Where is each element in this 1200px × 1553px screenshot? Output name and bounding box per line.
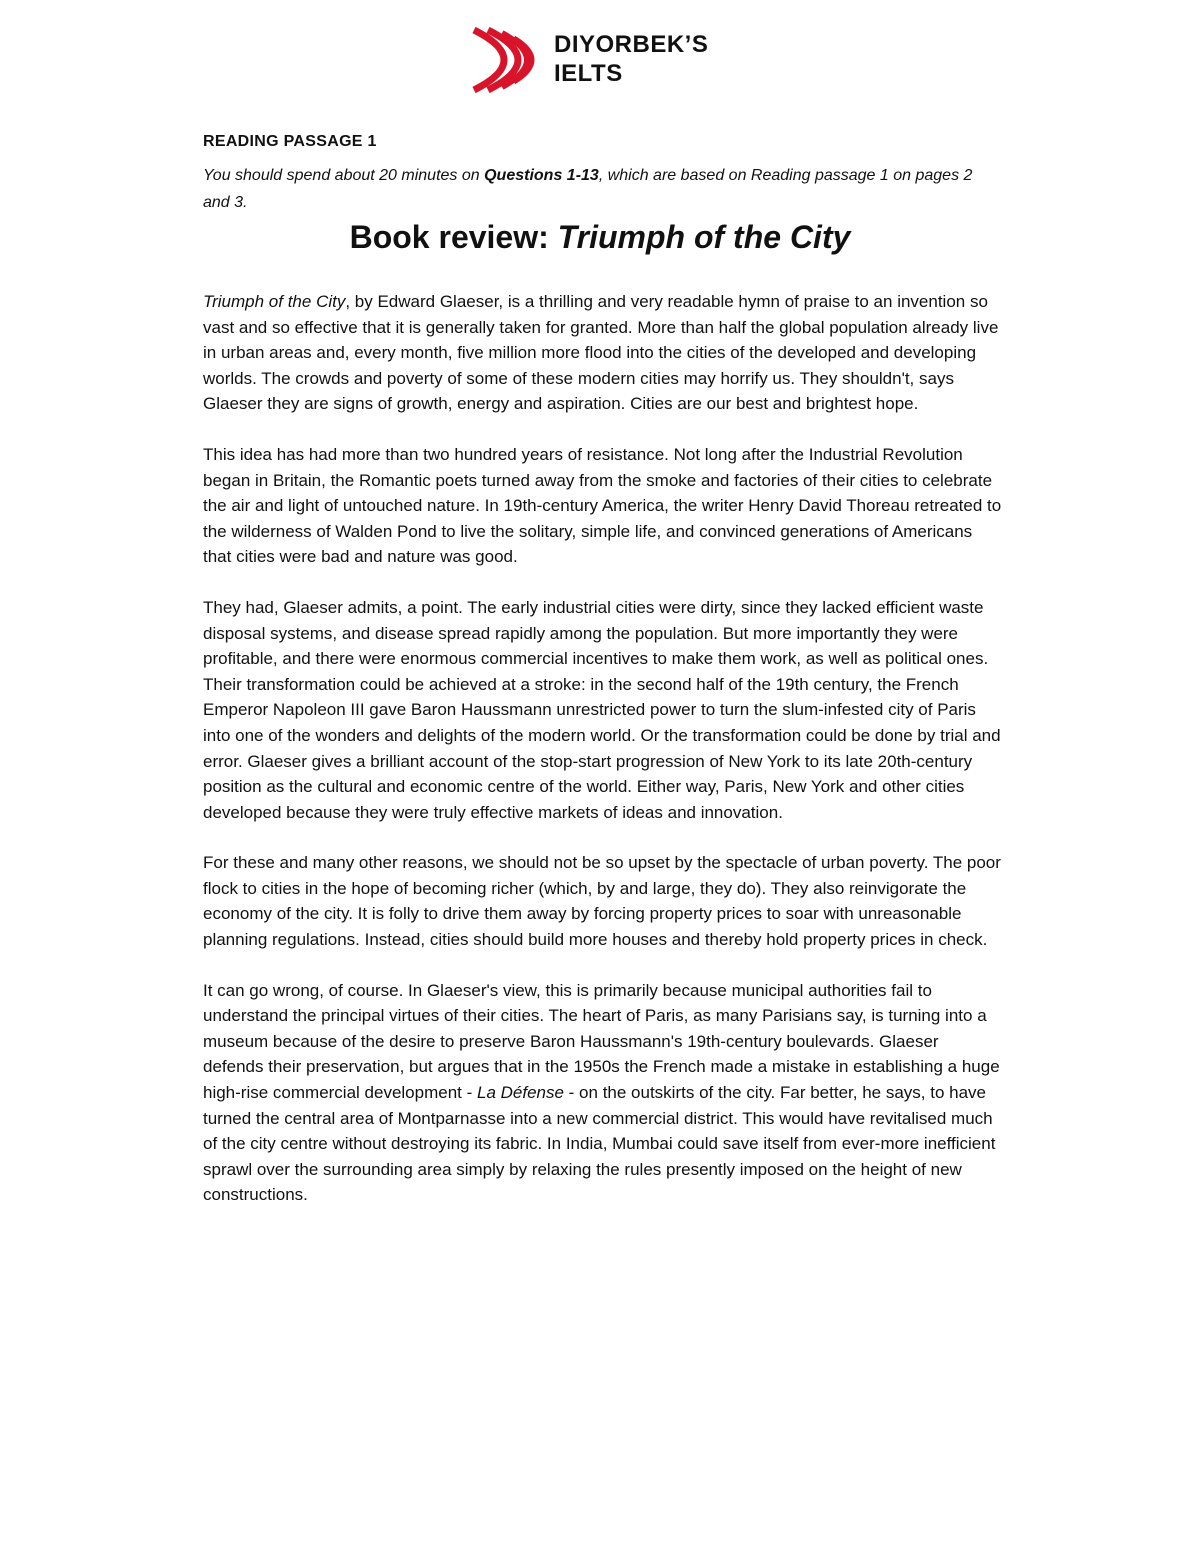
brand-line-2: IELTS — [554, 60, 623, 87]
section-title: READING PASSAGE 1 — [203, 133, 377, 150]
instructions-after: , which are based on Reading passage 1 on pages 2 and 3. — [203, 167, 973, 211]
title-italic: Triumph of the City — [557, 219, 851, 255]
brand-logo — [468, 26, 728, 94]
la-defense: La Défense — [477, 1083, 564, 1103]
paragraph-2: This idea has had more than two hundred years of resistance. Not long after the Industrial Revolution began in Britain, the Romantic poets turned away from the smoke and factories of their cities to celebrate the air and light of untouched nature. In 19th-century America, the writer Henry David Thoreau retreated to the wilderness of Walden Pond to live the solitary, simple life, and convinced generations of Americans that cities were bad and nature was good. — [203, 444, 1002, 567]
book-title: Triumph of the City — [203, 292, 346, 311]
paragraph-1 — [203, 289, 1003, 417]
title-plain: Book review: — [349, 219, 558, 255]
paragraph-5-before: It can go wrong, of course. In Glaeser's view, this is primarily because municipal authorities fail to understand the principal virtues of their cities. The heart of Paris, as many Parisians say, is turning into a museum because of the desire to preserve Baron Haussmann's 19th-century boulevards. Glaeser defends their preservation, but argues that in the 1950s the French made a mistake in establishing a huge high-rise commercial development - — [203, 980, 1000, 1103]
brand-name — [554, 30, 708, 88]
instructions — [203, 162, 993, 216]
paragraph-4: For these and many other reasons, we should not be so upset by the spectacle of urban poverty. The poor flock to cities in the hope of becoming richer (which, by and large, they do). They also reinvigorate the economy of the city. It is folly to drive them away by forcing property prices to soar with unreasonable planning regulations. Instead, cities should build more houses and thereby hold property prices in check. — [203, 853, 1001, 950]
logo-arcs-icon — [468, 26, 548, 94]
brand-line-1: DIYORBEK’S — [554, 31, 709, 58]
paragraph-5-after: - on the outskirts of the city. Far better, he says, to have turned the central area of Montparnasse into a new commercial district. This would have revitalised much of the city centre without destroying its fabric. In India, Mumbai could save itself from ever-more inefficient sprawl over the surrounding area simply by relaxing the rules presently imposed on the height of new constructions. — [203, 1083, 996, 1205]
article-body — [203, 289, 1003, 1233]
instructions-before: You should spend about 20 minutes on — [203, 167, 485, 184]
article-title — [0, 219, 1200, 256]
paragraph-1-text: , by Edward Glaeser, is a thrilling and very readable hymn of praise to an invention so vast and so effective that it is generally taken for granted. More than half the global population already live in urban areas and, every month, five million more flood into the cities of the developed and developing worlds. The crowds and poverty of some of these modern cities may horrify us. They shouldn't, says Glaeser they are signs of growth, energy and aspiration. Cities are our best and brightest hope. — [203, 292, 999, 414]
paragraph-3: They had, Glaeser admits, a point. The early industrial cities were dirty, since they lacked efficient waste disposal systems, and disease spread rapidly among the population. But more importantly they were profitable, and there were enormous commercial incentives to make them work, as well as political ones. Their transformation could be achieved at a stroke: in the second half of the 19th century, the French Emperor Napoleon III gave Baron Haussmann unrestricted power to turn the slum-infested city of Paris into one of the wonders and delights of the modern world. Or the transformation could be done by trial and error. Glaeser gives a brilliant account of the stop-start progression of New York to its late 20th-century position as the cultural and economic centre of the world. Either way, Paris, New York and other cities developed because they were truly effective markets of ideas and innovation. — [203, 597, 1001, 822]
instructions-questions: Questions 1-13 — [484, 167, 599, 184]
paragraph-5 — [203, 978, 1003, 1208]
